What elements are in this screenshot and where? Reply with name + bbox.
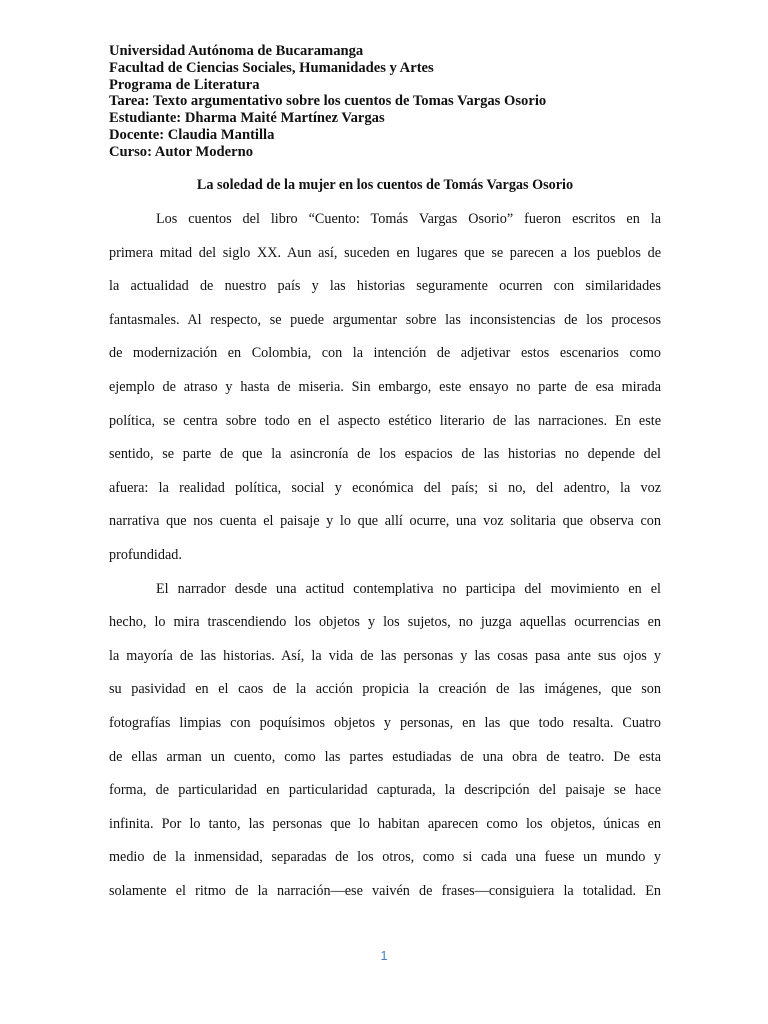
body-line: la mayoría de las historias. Así, la vida de las personas y las cosas pasa ante sus ojos y xyxy=(109,647,661,664)
body-line: de modernización en Colombia, con la intención de adjetivar estos escenarios como xyxy=(109,345,661,362)
body-line: de ellas arman un cuento, como las partes estudiadas de una obra de teatro. De esta xyxy=(109,748,661,765)
body-line: primera mitad del siglo XX. Aun así, suceden en lugares que se parecen a los pueblos de xyxy=(109,244,661,261)
document-body xyxy=(109,207,661,912)
body-line: política, se centra sobre todo en el aspecto estético literario de las narraciones. En este xyxy=(109,412,661,429)
page-number: 1 xyxy=(380,948,388,963)
body-line: fotografías limpias con poquísimos objetos y personas, en las que todo resalta. Cuatro xyxy=(109,714,661,731)
body-line: medio de la inmensidad, separadas de los otros, como si cada una fuese un mundo y xyxy=(109,849,661,866)
document-header xyxy=(109,43,669,161)
body-line: sentido, se parte de que la asincronía de los espacios de las historias no depende del xyxy=(109,446,661,463)
body-line: ejemplo de atraso y hasta de miseria. Sin embargo, este ensayo no parte de esa mirada xyxy=(109,378,661,395)
body-line: Los cuentos del libro “Cuento: Tomás Vargas Osorio” fueron escritos en la xyxy=(156,211,661,227)
body-line: la actualidad de nuestro país y las historias seguramente ocurren con similaridades xyxy=(109,278,661,295)
body-line: narrativa que nos cuenta el paisaje y lo que allí ocurre, una voz solitaria que observa con xyxy=(109,513,661,530)
body-line: hecho, lo mira trascendiendo los objetos y los sujetos, no juzga aquellas ocurrencias en xyxy=(109,614,661,631)
document-title: La soledad de la mujer en los cuentos de Tomás Vargas Osorio xyxy=(196,177,574,193)
header-university: Universidad Autónoma de Bucaramanga xyxy=(109,43,364,59)
header-assignment: Tarea: Texto argumentativo sobre los cuentos de Tomas Vargas Osorio xyxy=(109,93,547,110)
header-course: Curso: Autor Moderno xyxy=(109,143,254,160)
body-line: afuera: la realidad política, social y económica del país; si no, del adentro, la voz xyxy=(109,479,661,496)
body-line: infinita. Por lo tanto, las personas que lo habitan aparecen como los objetos, únicas en xyxy=(109,815,661,832)
header-teacher: Docente: Claudia Mantilla xyxy=(109,126,275,143)
body-line: El narrador desde una actitud contemplativa no participa del movimiento en el xyxy=(156,580,661,597)
body-line: solamente el ritmo de la narración—ese vaivén de frases—consiguiera la totalidad. En xyxy=(109,882,661,899)
header-program: Programa de Literatura xyxy=(109,76,260,93)
header-student: Estudiante: Dharma Maité Martínez Vargas xyxy=(109,110,385,127)
body-line: profundidad. xyxy=(109,546,182,563)
body-line: fantasmales. Al respecto, se puede argumentar sobre las inconsistencias de los procesos xyxy=(109,311,661,328)
body-line: forma, de particularidad en particularidad capturada, la descripción del paisaje se hace xyxy=(109,782,661,799)
body-line: su pasividad en el caos de la acción propicia la creación de las imágenes, que son xyxy=(109,681,661,698)
header-faculty: Facultad de Ciencias Sociales, Humanidades y Artes xyxy=(109,59,434,76)
